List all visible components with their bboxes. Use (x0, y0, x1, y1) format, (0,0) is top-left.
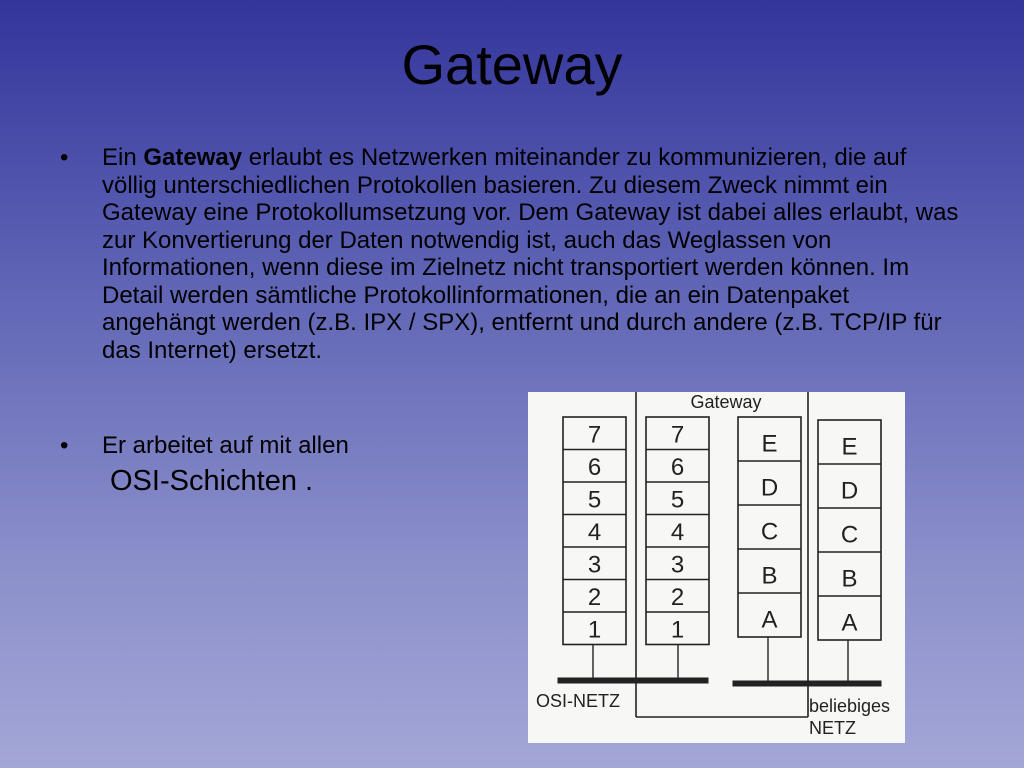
layer-label: C (840, 521, 859, 549)
layer-label: D (760, 474, 779, 502)
osi-stack-left (563, 417, 626, 678)
bullet-text (102, 144, 960, 364)
layer-label: 1 (587, 616, 602, 644)
other-network-line (733, 681, 881, 686)
bullet-line-1: Er arbeitet auf mit allen (102, 432, 349, 459)
layer-label: B (841, 565, 858, 593)
slide-title: Gateway (401, 33, 623, 96)
layer-label: 7 (670, 421, 685, 449)
layer-label: 2 (587, 583, 602, 611)
other-stack-gateway (738, 417, 801, 681)
other-net-label-1: beliebiges (809, 696, 891, 716)
layer-label: E (841, 433, 858, 461)
bullet-marker: • (60, 432, 69, 459)
osi-stack-gateway (646, 417, 709, 678)
layer-label: 4 (670, 518, 685, 546)
layer-label: 1 (670, 616, 685, 644)
bullet-marker: • (60, 144, 69, 171)
layer-label: 7 (587, 421, 602, 449)
layer-label: A (761, 606, 778, 634)
bullet-gateway-description (60, 144, 960, 364)
bullet-text-rest: erlaubt es Netzwerken miteinander zu kommunizieren, die auf völlig unterschiedlichen Protokollen basieren. Zu diesem Zweck nimmt ein Gateway eine Protokollumsetzung vor. Dem Gateway ist dabei alles erlaubt, was zur Konvertierung der Daten notwendig ist, auch das Weglassen von Informationen, wenn diese im Zielnetz nicht transportiert werden können. Im Detail werden sämtliche Protokollinformationen, die an ein Datenpaket angehängt werden (z.B. IPX / SPX), entfernt und durch andere (z.B. TCP/IP für das Internet) ersetzt. (102, 144, 959, 364)
bullet-osi-layers (60, 432, 530, 498)
osi-network-line (558, 678, 708, 683)
bullet-text-bold: Gateway (143, 144, 243, 171)
other-net-label-2: NETZ (809, 718, 856, 738)
layer-label: 6 (587, 453, 602, 481)
osi-net-label: OSI-NETZ (536, 691, 620, 711)
bullet-line-2: OSI-Schichten . (110, 464, 314, 497)
layer-label: 5 (670, 486, 685, 514)
layer-label: E (761, 430, 778, 458)
bullet-text-prefix: Ein (102, 144, 144, 171)
layer-label: B (761, 562, 778, 590)
layer-label: C (760, 518, 779, 546)
layer-label: 2 (670, 583, 685, 611)
gateway-diagram (528, 392, 905, 743)
layer-label: 4 (587, 518, 602, 546)
layer-label: 3 (670, 551, 685, 579)
gateway-label: Gateway (690, 392, 762, 412)
bullet-text (102, 432, 530, 498)
layer-label: 3 (587, 551, 602, 579)
layer-label: 5 (587, 486, 602, 514)
layer-label: 6 (670, 453, 685, 481)
layer-label: D (840, 477, 859, 505)
gateway-diagram-svg (528, 392, 905, 743)
other-stack-right (818, 420, 881, 681)
layer-label: A (841, 609, 858, 637)
